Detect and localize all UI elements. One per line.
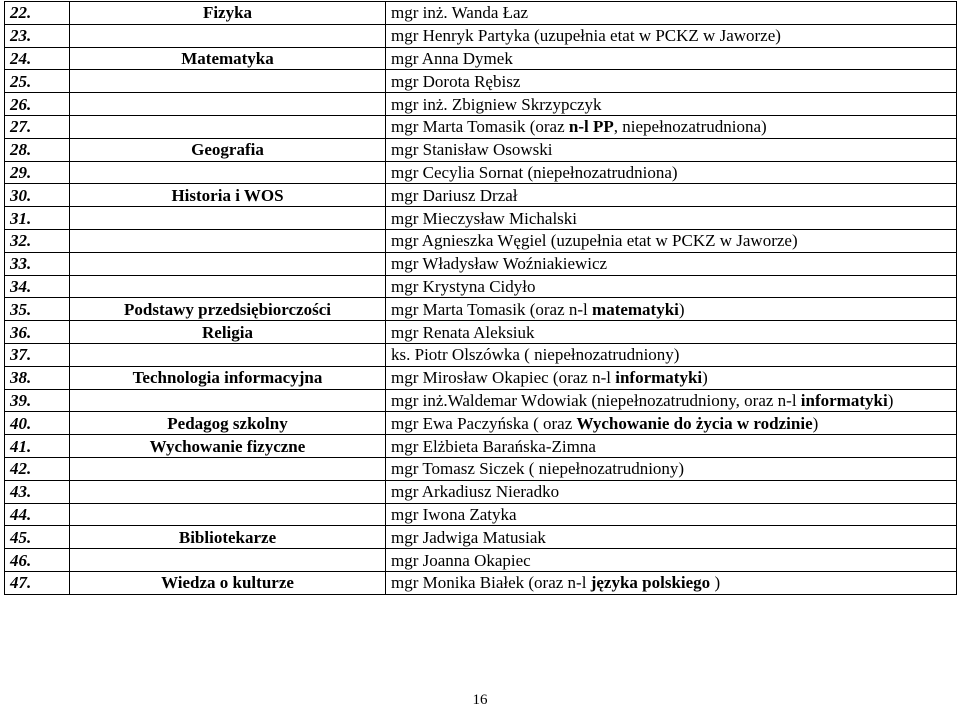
teacher-text: mgr Marta Tomasik (oraz — [391, 117, 569, 137]
table-row — [5, 229, 957, 252]
teacher-cell — [386, 298, 957, 321]
teacher-text: mgr Mieczysław Michalski — [391, 208, 578, 228]
teacher-text: mgr Iwona Zatyka — [391, 504, 517, 524]
teacher-text: mgr Agnieszka Węgiel (uzupełnia etat w PCKZ w Jaworze) — [391, 231, 798, 251]
teacher-cell — [386, 435, 957, 458]
teacher-cell — [386, 252, 957, 275]
row-number: 35. — [5, 298, 70, 321]
teacher-text: mgr Anna Dymek — [391, 48, 513, 68]
teacher-text-bold: matematyki — [592, 299, 679, 319]
row-number: 22. — [5, 2, 70, 25]
teacher-text: mgr Renata Aleksiuk — [391, 322, 535, 342]
row-number: 36. — [5, 321, 70, 344]
row-number: 31. — [5, 207, 70, 230]
teacher-cell — [386, 412, 957, 435]
teacher-text: mgr inż. Zbigniew Skrzypczyk — [391, 94, 602, 114]
teacher-text: mgr Dorota Rębisz — [391, 71, 521, 91]
teacher-cell — [386, 480, 957, 503]
row-number: 24. — [5, 47, 70, 70]
teacher-text: ks. Piotr Olszówka ( niepełnozatrudniony) — [391, 345, 680, 365]
teacher-text: ) — [710, 573, 721, 593]
teacher-text: mgr Monika Białek (oraz n-l — [391, 573, 591, 593]
row-number: 42. — [5, 457, 70, 480]
teacher-cell — [386, 457, 957, 480]
table-row — [5, 298, 957, 321]
table-row — [5, 93, 957, 116]
row-number: 33. — [5, 252, 70, 275]
teacher-text: mgr Elżbieta Barańska-Zimna — [391, 436, 596, 456]
teacher-cell — [386, 389, 957, 412]
teacher-cell — [386, 571, 957, 594]
teacher-text: mgr Tomasz Siczek ( niepełnozatrudniony) — [391, 459, 685, 479]
table-row — [5, 457, 957, 480]
teacher-text: mgr inż. Wanda Łaz — [391, 3, 529, 23]
teacher-text: mgr Władysław Woźniakiewicz — [391, 254, 608, 274]
table-row — [5, 115, 957, 138]
teacher-text: mgr Ewa Paczyńska ( oraz — [391, 413, 577, 433]
table-row — [5, 275, 957, 298]
table-row — [5, 47, 957, 70]
subject-cell: Fizyka — [70, 2, 386, 25]
table-row — [5, 70, 957, 93]
row-number: 47. — [5, 571, 70, 594]
subject-cell: Historia i WOS — [70, 184, 386, 207]
table-row — [5, 480, 957, 503]
subject-cell: Bibliotekarze — [70, 526, 386, 549]
row-number: 28. — [5, 138, 70, 161]
row-number: 39. — [5, 389, 70, 412]
teacher-text: ) — [702, 368, 708, 388]
row-number: 37. — [5, 343, 70, 366]
table-row — [5, 321, 957, 344]
subject-cell — [70, 93, 386, 116]
teacher-text: ) — [812, 413, 819, 433]
teacher-text: mgr Stanisław Osowski — [391, 140, 553, 160]
teacher-cell — [386, 366, 957, 389]
subject-cell — [70, 275, 386, 298]
table-row — [5, 549, 957, 572]
row-number: 30. — [5, 184, 70, 207]
table-row — [5, 138, 957, 161]
teacher-text-bold: informatyki — [800, 390, 888, 410]
row-number: 43. — [5, 480, 70, 503]
teacher-text: mgr Arkadiusz Nieradko — [391, 482, 560, 502]
table-row — [5, 571, 957, 594]
teacher-text: mgr Jadwiga Matusiak — [391, 527, 546, 547]
table-row — [5, 343, 957, 366]
teacher-cell — [386, 115, 957, 138]
subject-cell: Geografia — [70, 138, 386, 161]
table-row — [5, 207, 957, 230]
teacher-text: mgr Krystyna Cidyło — [391, 276, 536, 296]
teacher-cell — [386, 321, 957, 344]
table-row — [5, 412, 957, 435]
subject-cell: Podstawy przedsiębiorczości — [70, 298, 386, 321]
table-row — [5, 252, 957, 275]
teacher-cell — [386, 24, 957, 47]
subject-cell — [70, 343, 386, 366]
teacher-cell — [386, 2, 957, 25]
row-number: 27. — [5, 115, 70, 138]
teacher-text-bold: n-l PP — [568, 117, 614, 137]
teacher-text: mgr inż.Waldemar Wdowiak (niepełnozatrudniony, oraz n-l — [391, 390, 801, 410]
subject-cell: Technologia informacyjna — [70, 366, 386, 389]
row-number: 34. — [5, 275, 70, 298]
row-number: 38. — [5, 366, 70, 389]
teacher-cell — [386, 184, 957, 207]
row-number: 40. — [5, 412, 70, 435]
subject-cell — [70, 207, 386, 230]
subject-cell: Matematyka — [70, 47, 386, 70]
subject-cell — [70, 480, 386, 503]
teacher-cell — [386, 47, 957, 70]
teacher-text: mgr Joanna Okapiec — [391, 550, 531, 570]
table-row — [5, 366, 957, 389]
row-number: 44. — [5, 503, 70, 526]
subject-cell — [70, 70, 386, 93]
table-row — [5, 435, 957, 458]
teacher-text: ) — [678, 299, 685, 319]
table-row — [5, 526, 957, 549]
subject-cell — [70, 24, 386, 47]
teacher-cell — [386, 138, 957, 161]
teacher-text: mgr Mirosław Okapiec (oraz n-l — [391, 368, 616, 388]
table-row — [5, 389, 957, 412]
row-number: 25. — [5, 70, 70, 93]
teacher-cell — [386, 549, 957, 572]
subject-cell — [70, 503, 386, 526]
teacher-cell — [386, 275, 957, 298]
teacher-cell — [386, 161, 957, 184]
row-number: 45. — [5, 526, 70, 549]
table-row — [5, 184, 957, 207]
row-number: 32. — [5, 229, 70, 252]
subject-cell — [70, 389, 386, 412]
subject-cell: Pedagog szkolny — [70, 412, 386, 435]
teacher-cell — [386, 207, 957, 230]
table-row — [5, 503, 957, 526]
row-number: 46. — [5, 549, 70, 572]
teacher-text: mgr Marta Tomasik (oraz n-l — [391, 299, 593, 319]
teacher-text-bold: Wychowanie do życia w rodzinie — [576, 413, 813, 433]
staff-table — [4, 1, 957, 595]
subject-cell — [70, 229, 386, 252]
subject-cell — [70, 161, 386, 184]
table-row — [5, 2, 957, 25]
teacher-cell — [386, 93, 957, 116]
row-number: 26. — [5, 93, 70, 116]
row-number: 41. — [5, 435, 70, 458]
page-number: 16 — [472, 692, 488, 708]
subject-cell — [70, 549, 386, 572]
subject-cell — [70, 115, 386, 138]
subject-cell — [70, 252, 386, 275]
subject-cell — [70, 457, 386, 480]
teacher-cell — [386, 70, 957, 93]
row-number: 23. — [5, 24, 70, 47]
subject-cell: Wiedza o kulturze — [70, 571, 386, 594]
table-row — [5, 24, 957, 47]
teacher-cell — [386, 526, 957, 549]
teacher-text-bold: języka polskiego — [590, 573, 711, 593]
row-number: 29. — [5, 161, 70, 184]
teacher-text: ) — [887, 390, 894, 410]
teacher-text: mgr Dariusz Drzał — [391, 185, 518, 205]
table-row — [5, 161, 957, 184]
teacher-text-bold: informatyki — [615, 368, 703, 388]
subject-cell: Wychowanie fizyczne — [70, 435, 386, 458]
teacher-cell — [386, 343, 957, 366]
teacher-cell — [386, 503, 957, 526]
teacher-text: mgr Cecylia Sornat (niepełnozatrudniona) — [391, 162, 678, 182]
teacher-text: , niepełnozatrudniona) — [613, 117, 767, 137]
staff-table-body — [5, 2, 957, 595]
subject-cell: Religia — [70, 321, 386, 344]
teacher-cell — [386, 229, 957, 252]
teacher-text: mgr Henryk Partyka (uzupełnia etat w PCKZ w Jaworze) — [391, 26, 781, 46]
